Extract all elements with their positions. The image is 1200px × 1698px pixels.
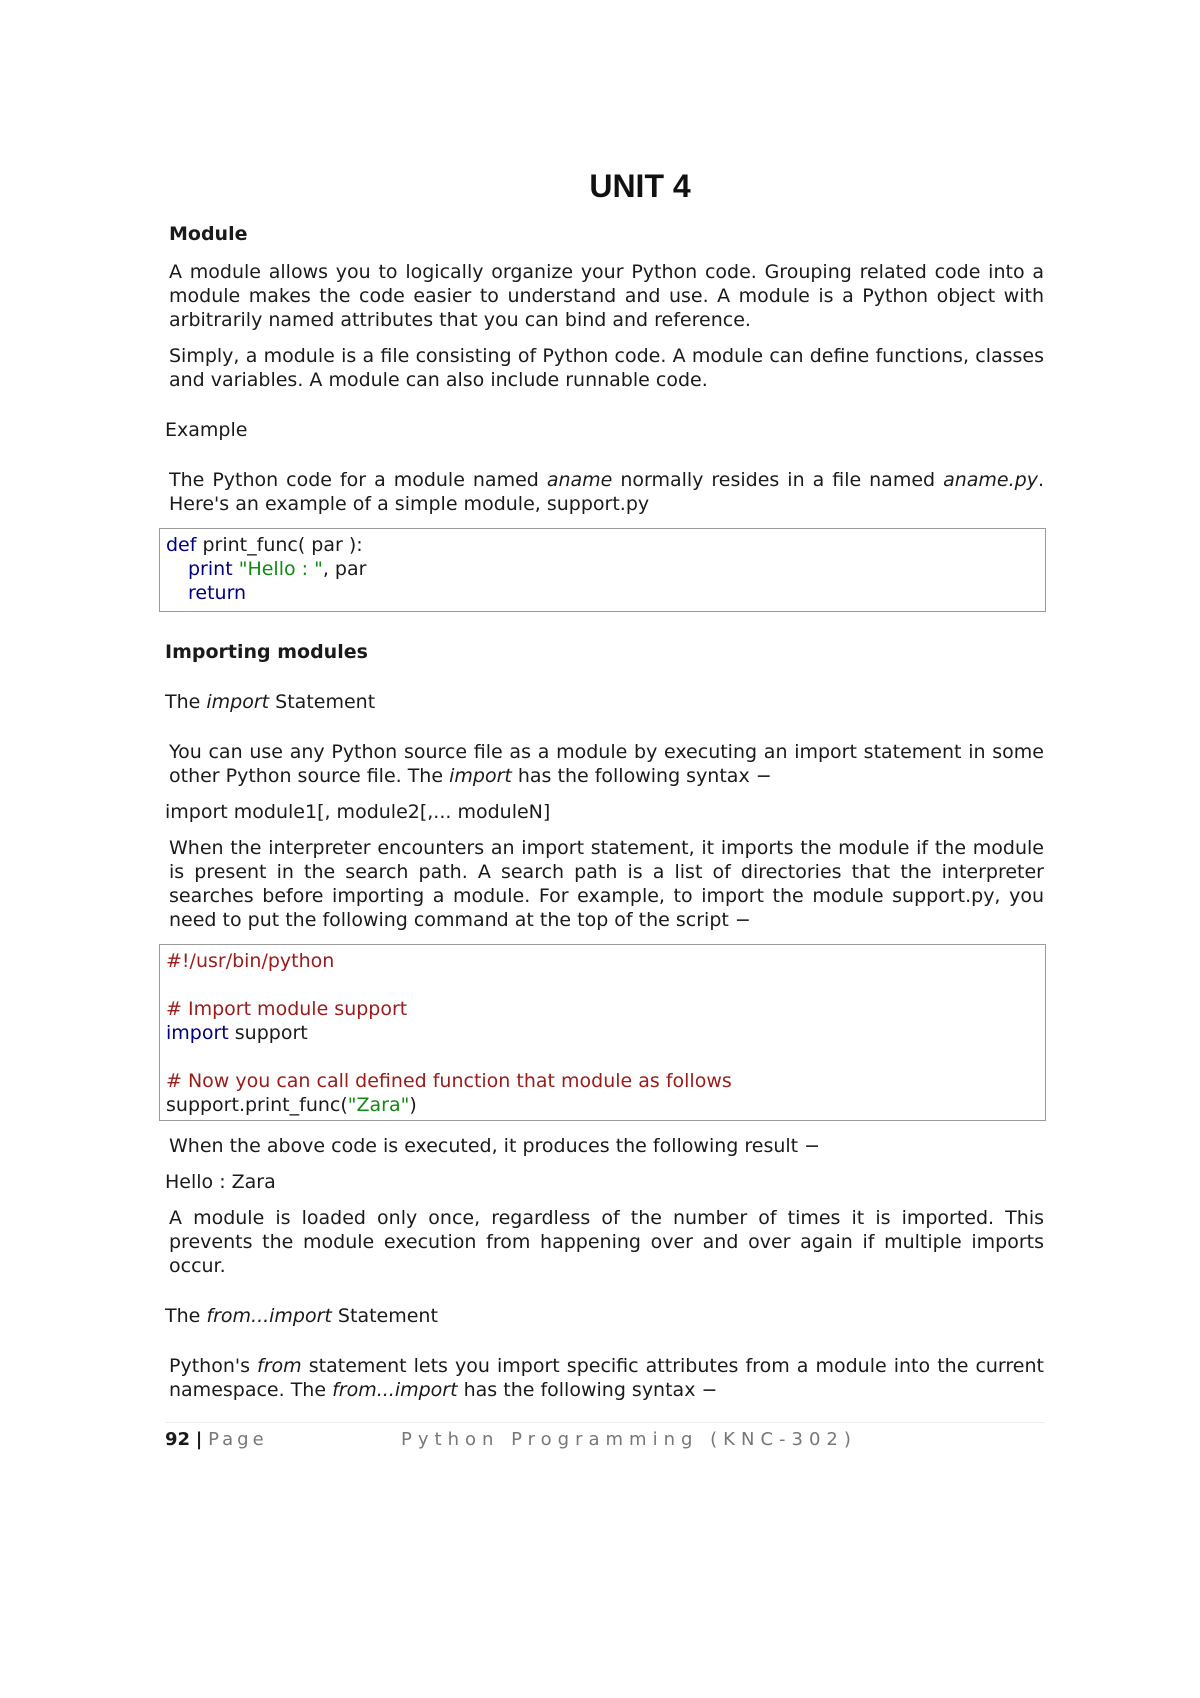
importing-modules-heading: Importing modules: [165, 641, 368, 663]
page-footer: [165, 1428, 1045, 1452]
code-line-shebang: #!/usr/bin/python: [166, 950, 335, 972]
page-label: Page: [208, 1429, 268, 1450]
aname-em: aname: [546, 469, 613, 491]
result-output: Hello : Zara: [165, 1171, 276, 1193]
example-label: Example: [165, 419, 248, 441]
from-paragraph: Python's from statement lets you import specific attributes from a module into the current namespace. The from...import has the following syntax −: [169, 1355, 1044, 1401]
code-line-call: support.print_func("Zara"): [166, 1094, 417, 1116]
from-import-title: The from...import Statement: [165, 1305, 438, 1327]
code-line-print: print "Hello : ", par: [188, 558, 367, 580]
footer-separator: |: [195, 1429, 203, 1450]
code-line-comment-1: # Import module support: [166, 998, 408, 1020]
page-title: UNIT 4: [589, 168, 691, 204]
course-title: Python Programming (KNC-302): [401, 1429, 857, 1450]
intro-paragraph-1: A module allows you to logically organize your Python code. Grouping related code into a module makes the code easier to understand and use. A module is a Python object with arbitrarily named attributes that you can bind and reference.: [169, 261, 1044, 331]
once-paragraph: A module is loaded only once, regardless of the number of times it is imported. This prevents the module execution from happening over and over again if multiple imports occur.: [169, 1207, 1044, 1277]
example-paragraph: The Python code for a module named aname normally resides in a file named aname.py. Here's an example of a simple module, support.py: [169, 469, 1044, 515]
page-number: 92: [165, 1429, 191, 1450]
code-block-import: [159, 944, 1046, 1121]
import-statement-title: The import Statement: [165, 691, 376, 713]
import-paragraph-2: When the interpreter encounters an import statement, it imports the module if the module is present in the search path. A search path is a list of directories that the interpreter searches before importing a module. For example, to import the module support.py, you need to put the following command at the top of the script −: [169, 837, 1044, 931]
aname-py-em: aname.py: [943, 469, 1038, 491]
import-syntax: import module1[, module2[,... moduleN]: [165, 801, 551, 823]
code-line-return: return: [188, 582, 247, 604]
module-heading: Module: [169, 223, 248, 245]
code-line-def: def print_func( par ):: [166, 534, 363, 556]
import-paragraph-1: You can use any Python source file as a module by executing an import statement in some other Python source file. The import has the following syntax −: [169, 741, 1044, 787]
code-line-import: import support: [166, 1022, 308, 1044]
code-block-support: [159, 528, 1046, 612]
footer-divider: [165, 1422, 1045, 1423]
code-line-comment-2: # Now you can call defined function that module as follows: [166, 1070, 732, 1092]
result-paragraph: When the above code is executed, it produces the following result −: [169, 1135, 821, 1157]
intro-paragraph-2: Simply, a module is a file consisting of Python code. A module can define functions, classes and variables. A module can also include runnable code.: [169, 345, 1044, 391]
